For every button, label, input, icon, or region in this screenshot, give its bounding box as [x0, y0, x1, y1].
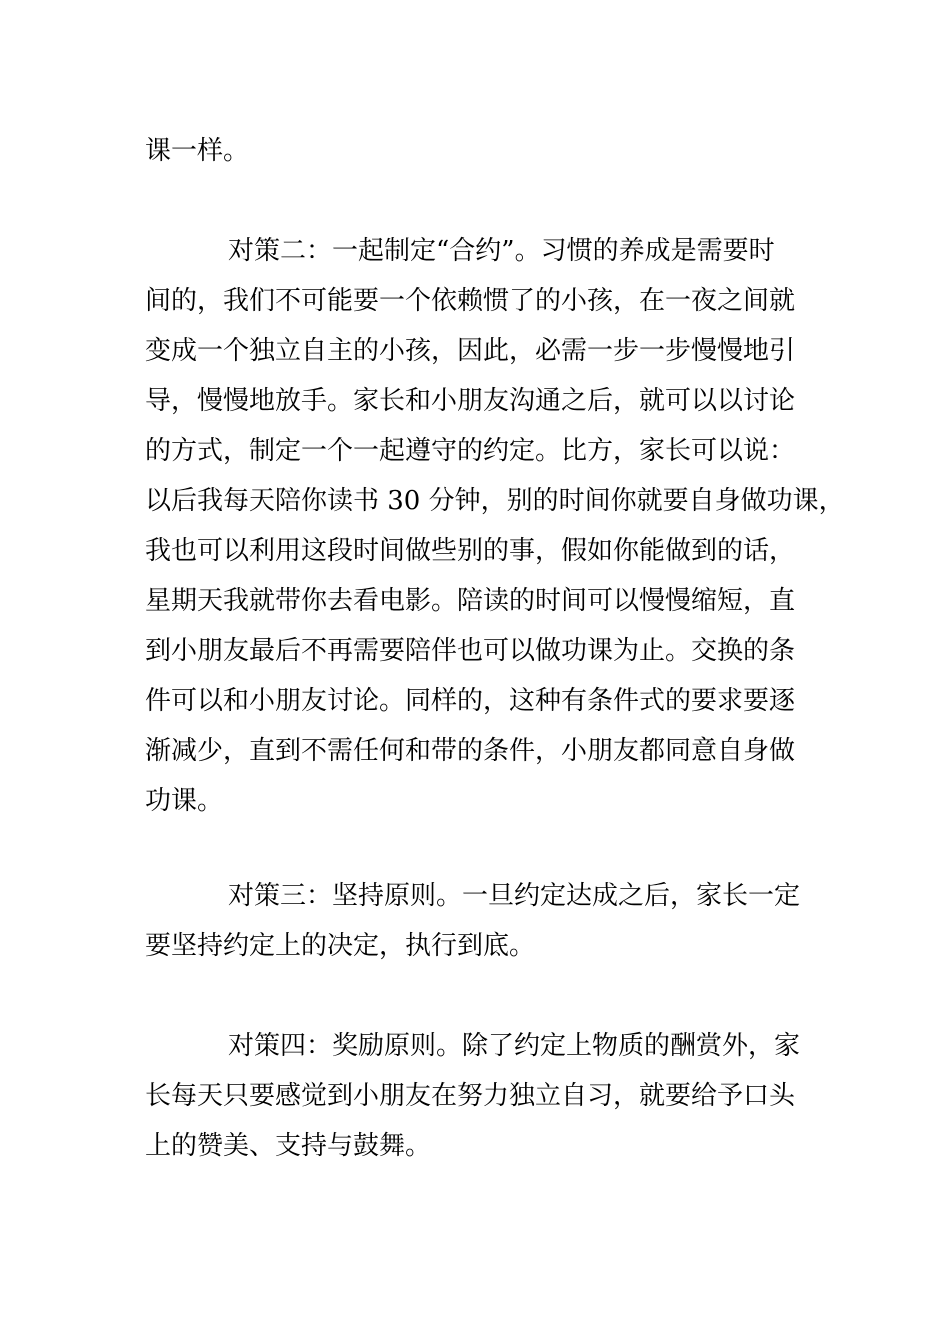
- paragraph-line: 间的，我们不可能要一个依赖惯了的小孩，在一夜之间就: [145, 286, 796, 316]
- paragraph-line: 星期天我就带你去看电影。陪读的时间可以慢慢缩短，直: [145, 586, 796, 616]
- paragraph-line: 对策四：奖励原则。除了约定上物质的酬赏外，家: [228, 1031, 801, 1061]
- paragraph-line: 导，慢慢地放手。家长和小朋友沟通之后，就可以以讨论: [145, 386, 796, 416]
- paragraph-line: 对策二：一起制定“合约”。习惯的养成是需要时: [228, 236, 775, 266]
- paragraph-line: 课一样。: [145, 136, 250, 166]
- paragraph-line: 的方式，制定一个一起遵守的约定。比方，家长可以说：: [145, 436, 796, 466]
- paragraph-line: 件可以和小朋友讨论。同样的，这种有条件式的要求要逐: [145, 686, 796, 716]
- paragraph-line: 长每天只要感觉到小朋友在努力独立自习，就要给予口头: [145, 1081, 796, 1111]
- paragraph-line: 功课。: [145, 786, 224, 816]
- paragraph-line: 以后我每天陪你读书 30 分钟，别的时间你就要自身做功课，: [145, 486, 845, 516]
- paragraph-line: 变成一个独立自主的小孩，因此，必需一步一步慢慢地引: [145, 336, 796, 366]
- paragraph-line: 对策三：坚持原则。一旦约定达成之后，家长一定: [228, 881, 801, 911]
- paragraph-line: 上的赞美、支持与鼓舞。: [145, 1131, 432, 1161]
- paragraph-line: 要坚持约定上的决定，执行到底。: [145, 931, 536, 961]
- paragraph-line: 渐减少，直到不需任何和带的条件，小朋友都同意自身做: [145, 736, 796, 766]
- paragraph-line: 我也可以利用这段时间做些别的事，假如你能做到的话，: [145, 536, 796, 566]
- paragraph-line: 到小朋友最后不再需要陪伴也可以做功课为止。交换的条: [145, 636, 796, 666]
